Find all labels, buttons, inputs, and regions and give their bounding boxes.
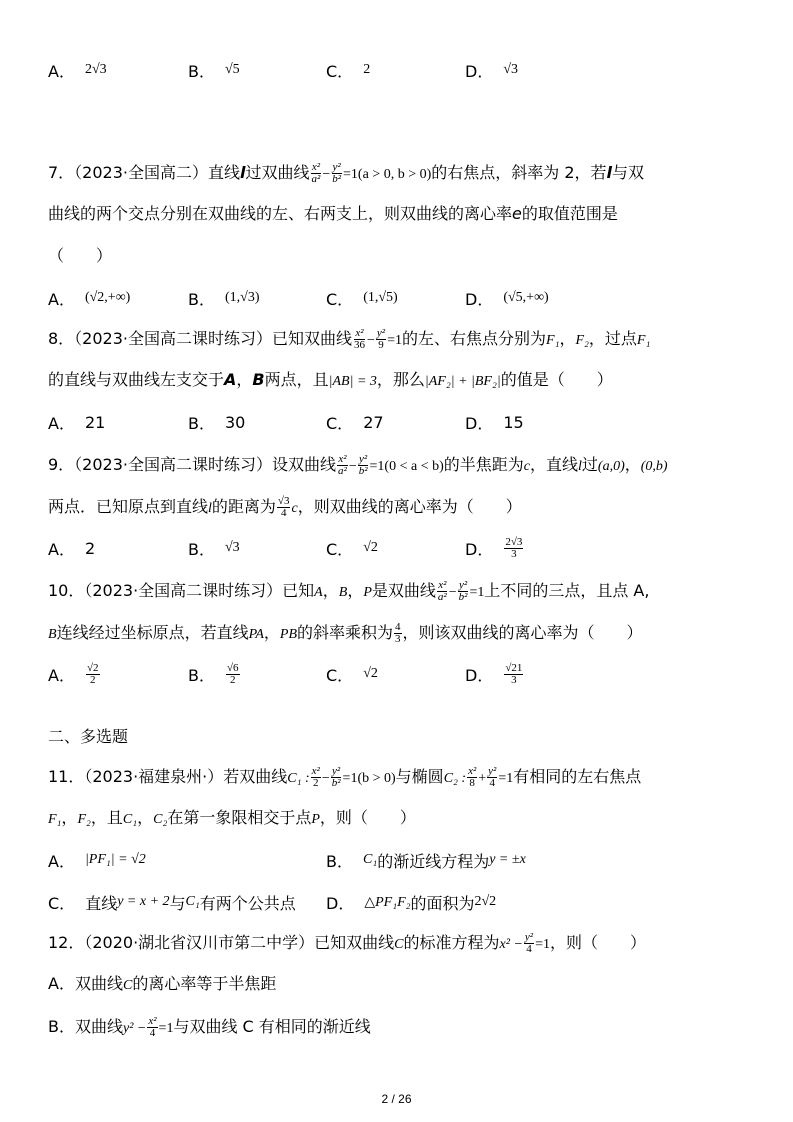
option-c[interactable]: C． 直线 y = x + 2 与 C₁ 有两个公共点 <box>48 893 296 913</box>
option-d[interactable]: D． $\frac{√21}{3}$ <box>465 661 523 686</box>
option-d[interactable]: D． 15 <box>465 412 524 433</box>
option-a[interactable]: A． 2√3 <box>48 61 107 81</box>
fraction: $\frac{\text{y²}}{\text{b²}}$ <box>331 765 341 789</box>
q10-line1: 10．（2023·全国高二课时练习）已知A，B，P是双曲线 $\frac{\text{x²}}{\text{a²}}$ − $\frac{\text{y²}}{\text{b²}}$ =1上不同的三点，且点 A, <box>48 579 650 603</box>
q12-option-a[interactable]: A．双曲线C的离心率等于半焦距 <box>48 974 277 993</box>
fraction: $\frac{\text{y²}}{4}$ <box>524 931 534 955</box>
q12-option-b[interactable]: B．双曲线y² − $\frac{\text{x²}}{4}$ =1与双曲线 C 有相同的渐近线 <box>48 1015 371 1039</box>
fraction: $\frac{\text{x²}}{\text{a²}}$ <box>311 161 321 185</box>
fraction: $\frac{\text{x²}}{2}$ <box>311 765 320 789</box>
option-a[interactable]: A． 2 <box>48 538 96 559</box>
fraction: $\frac{\text{x²}}{\text{a²}}$ <box>437 579 447 603</box>
fraction: $\frac{\text{y²}}{\text{b²}}$ <box>358 453 368 477</box>
option-b[interactable]: B． √5 <box>188 61 240 81</box>
option-a[interactable]: A． (√2,+∞) <box>48 289 131 309</box>
option-b[interactable]: B． (1,√3) <box>188 289 260 309</box>
q12-line1: 12．（2020·湖北省汉川市第二中学）已知双曲线C的标准方程为x² − $\frac{\text{y²}}{4}$ =1，则（ ） <box>48 931 646 955</box>
option-a[interactable]: A． 21 <box>48 412 106 433</box>
option-a[interactable]: A． $\frac{√2}{2}$ <box>48 661 99 686</box>
fraction: $\frac{4}{3}$ <box>395 621 401 645</box>
option-b[interactable]: B． $\frac{√6}{2}$ <box>188 661 239 686</box>
option-c[interactable]: C． (1,√5) <box>326 289 398 309</box>
fraction: $\frac{\text{x²}}{8}$ <box>468 765 477 789</box>
fraction: $\frac{√3}{4}$ <box>277 495 290 519</box>
q10-line2: B连线经过坐标原点，若直线PA，PB的斜率乘积为 $\frac{4}{3}$ ，则该双曲线的离心率为（ ） <box>48 621 643 645</box>
q8-line2: 的直线与双曲线左支交于A，B两点，且|AB| = 3，那么|AF₂| + |BF₂|的值是（ ） <box>48 370 613 389</box>
option-c[interactable]: C． 2 <box>326 61 371 81</box>
fraction: $\frac{\text{x²}}{36}$ <box>354 327 365 351</box>
option-d[interactable]: D． (√5,+∞) <box>465 289 549 309</box>
fraction: $\frac{\text{y²}}{\text{b²}}$ <box>458 579 468 603</box>
fraction: $\frac{2√3}{3}$ <box>505 535 523 560</box>
option-c[interactable]: C． √2 <box>326 539 378 559</box>
q8-line1: 8．（2023·全国高二课时练习）已知双曲线 $\frac{\text{x²}}{36}$ − $\frac{\text{y²}}{9}$ =1的左、右焦点分别为F₁，F₂，过点F₁ <box>48 327 651 351</box>
option-b[interactable]: B． C₁ 的渐近线方程为 y = ±x <box>326 851 526 871</box>
fraction: $\frac{√2}{2}$ <box>86 661 99 686</box>
fraction: $\frac{\text{y²}}{4}$ <box>488 765 497 789</box>
option-b[interactable]: B． 30 <box>188 412 246 433</box>
option-a[interactable]: A． |PF₁| = √2 <box>48 851 146 871</box>
q7-line1: 7．（2023·全国高二）直线l过双曲线 $\frac{\text{x²}}{\text{a²}}$ − $\frac{\text{y²}}{\text{b²}}$ =1(a > 0, b > 0)的右焦点，斜率为 2，若l与双 <box>48 161 645 185</box>
fraction: $\frac{\text{x²}}{4}$ <box>148 1015 157 1039</box>
option-c[interactable]: C． 27 <box>326 412 384 433</box>
option-d[interactable]: D． $\frac{2√3}{3}$ <box>465 535 523 560</box>
q11-line2: F₁，F₂，且C₁，C₂在第一象限相交于点P，则（ ） <box>48 808 416 827</box>
q7-line2: 曲线的两个交点分别在双曲线的左、右两支上，则双曲线的离心率e的取值范围是 <box>48 204 618 223</box>
fraction: $\frac{√21}{3}$ <box>505 661 523 686</box>
q9-line1: 9．（2023·全国高二课时练习）设双曲线 $\frac{\text{x²}}{\text{a²}}$ − $\frac{\text{y²}}{\text{b²}}$ =1(0 < a < b)的半焦距为c，直线l过(a,0)，(0,b) <box>48 453 668 477</box>
fraction: $\frac{√6}{2}$ <box>226 661 239 686</box>
page-number: 2 / 26 <box>381 1092 412 1106</box>
q7-line3: （ ） <box>48 246 113 265</box>
fraction: $\frac{\text{y²}}{\text{b²}}$ <box>332 161 342 185</box>
option-b[interactable]: B． √3 <box>188 539 240 559</box>
fraction: $\frac{\text{y²}}{9}$ <box>376 327 386 351</box>
option-d[interactable]: D． △PF₁F₂ 的面积为 2√2 <box>326 893 497 913</box>
option-d[interactable]: D． √3 <box>465 61 519 81</box>
q9-line2: 两点．已知原点到直线l的距离为 $\frac{√3}{4}$ c，则双曲线的离心率为（ ） <box>48 495 522 519</box>
section-heading: 二、多选题 <box>48 727 129 746</box>
q11-line1: 11．（2023·福建泉州·）若双曲线C₁ : $\frac{\text{x²}}{2}$ − $\frac{\text{y²}}{\text{b²}}$ =1(b > 0)与椭圆C₂ : $\frac{\text{x²}}{8}$ + $\frac{\text{y²}}{4}$ =1有相同的左右焦点 <box>48 765 642 789</box>
option-c[interactable]: C． √2 <box>326 665 378 685</box>
fraction: $\frac{\text{x²}}{\text{a²}}$ <box>338 453 347 477</box>
